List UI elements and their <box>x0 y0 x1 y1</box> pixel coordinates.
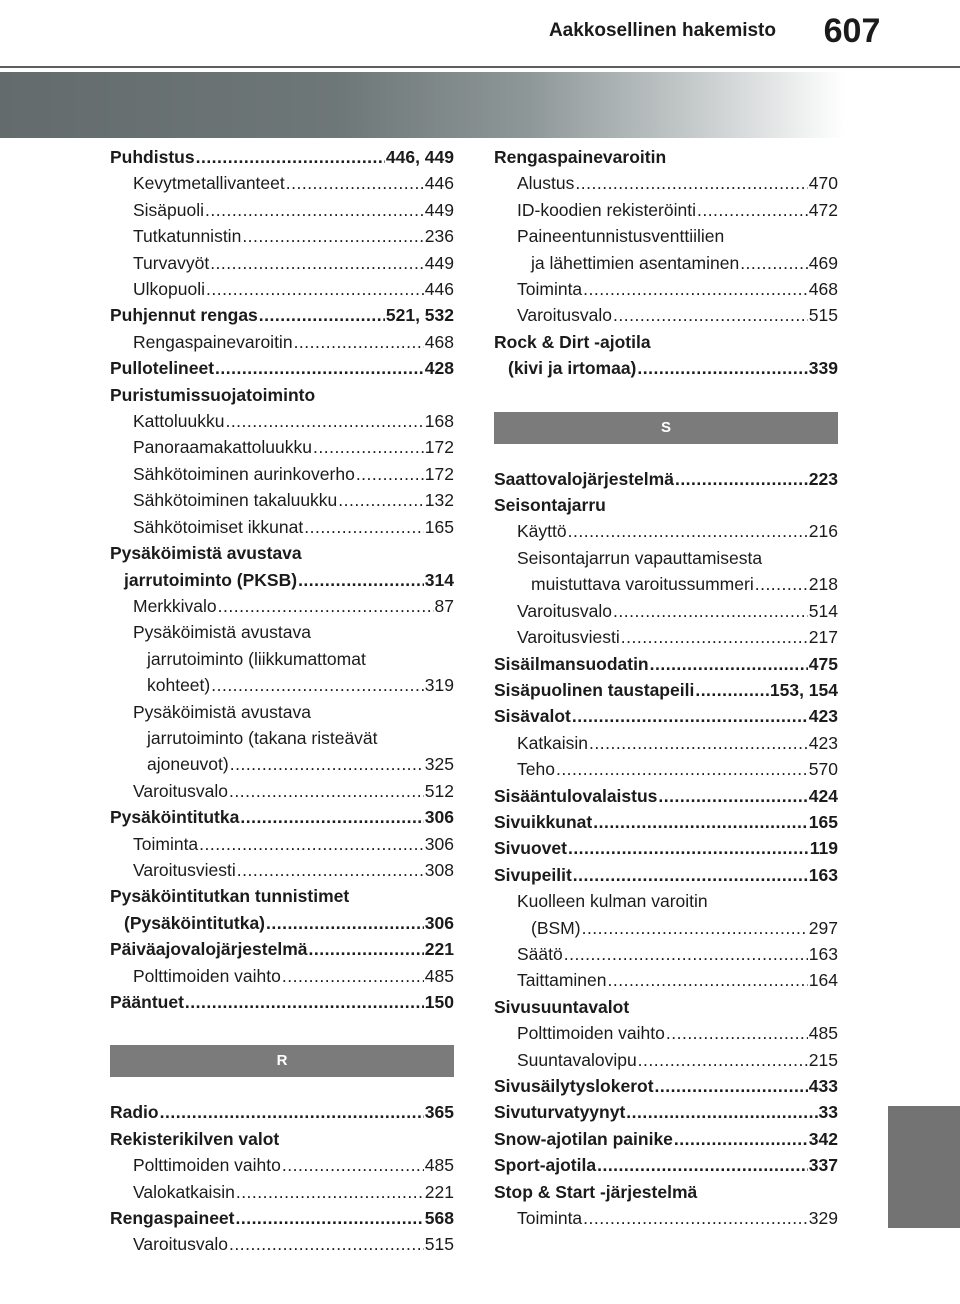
index-entry <box>110 1179 454 1205</box>
index-entry-page[interactable]: 468 <box>808 279 838 300</box>
dot-leader <box>199 831 424 857</box>
index-entry-label: Polttimoiden vaihto <box>517 1023 665 1044</box>
index-entry <box>110 197 454 223</box>
index-entry-label: Kuolleen kulman varoitin <box>517 891 708 912</box>
dot-leader <box>613 598 808 624</box>
index-entry-label: muistuttava varoitussummeri <box>531 574 754 595</box>
index-entry-label: Teho <box>517 759 555 780</box>
index-entry <box>494 170 838 196</box>
page-header <box>0 0 960 66</box>
index-entry <box>110 408 454 434</box>
dot-leader <box>650 651 808 677</box>
index-entry <box>494 197 838 223</box>
index-entry-page[interactable]: 236 <box>424 226 454 247</box>
index-entry <box>110 593 454 619</box>
index-entry-page[interactable]: 172 <box>424 463 454 484</box>
index-entry-label: Ulkopuoli <box>133 279 205 300</box>
index-entry-page[interactable]: 221 <box>424 939 454 960</box>
index-entry-label: Sisäilmansuodatin <box>494 653 649 674</box>
index-entry-label: Alustus <box>517 173 575 194</box>
index-entry-label: Sisäpuolinen taustapeili <box>494 679 695 700</box>
index-entry-label: Rengaspainevaroitin <box>133 331 293 352</box>
index-entry-label: Puhdistus <box>110 147 195 167</box>
index-entry <box>110 963 454 989</box>
index-entry-label: Merkkivalo <box>133 595 217 616</box>
index-entry <box>494 1152 838 1178</box>
dot-leader <box>282 1152 424 1178</box>
index-entry-label: Varoitusvalo <box>517 305 613 326</box>
index-entry-page[interactable]: 515 <box>424 1234 454 1255</box>
index-entry-page[interactable]: 216 <box>808 521 838 542</box>
dot-leader <box>583 1205 808 1231</box>
index-entry-page[interactable]: 514 <box>808 600 838 621</box>
index-entry <box>494 1020 838 1046</box>
index-entry-label: Sisävalot <box>494 706 571 727</box>
index-entry <box>110 223 454 249</box>
dot-leader <box>589 730 808 756</box>
index-entry-page[interactable]: 485 <box>808 1023 838 1044</box>
index-entry <box>494 329 838 355</box>
index-entry <box>110 619 454 645</box>
index-entry-label: Varoitusvalo <box>517 600 613 621</box>
dot-leader <box>626 1099 817 1125</box>
index-entry-page[interactable]: 297 <box>808 917 838 938</box>
index-entry-label: Suuntavalovipu <box>517 1049 637 1070</box>
index-entry-page[interactable]: 164 <box>808 970 838 991</box>
index-entry-page[interactable]: 512 <box>424 780 454 801</box>
index-entry-label: kohteet) <box>147 675 211 696</box>
index-entry-label: jarrutoiminto (PKSB) <box>124 569 298 590</box>
dot-leader <box>568 835 809 861</box>
index-entry <box>110 910 454 936</box>
index-entry <box>494 223 838 249</box>
index-entry-page[interactable]: 314 <box>424 569 454 590</box>
index-entry-label: Seisontajarru <box>494 495 606 516</box>
dot-leader <box>304 514 424 540</box>
dot-leader <box>573 862 808 888</box>
dot-leader <box>597 1152 808 1178</box>
index-entry-label: Sähkötoiminen takaluukku <box>133 490 338 511</box>
index-entry-page[interactable]: 449 <box>424 252 454 273</box>
index-entry-page[interactable]: 33 <box>818 1102 838 1123</box>
dot-leader <box>655 1073 808 1099</box>
dot-leader <box>259 302 385 328</box>
index-entry-page[interactable]: 446, 449 <box>385 147 454 167</box>
index-entry-page[interactable]: 470 <box>808 173 838 194</box>
index-entry <box>494 492 838 518</box>
index-entry-label: Turvavyöt <box>133 252 210 273</box>
index-entry <box>494 466 838 492</box>
index-entry-page[interactable]: 306 <box>424 807 454 828</box>
index-entry-label: Katkaisin <box>517 732 589 753</box>
index-entry-page[interactable]: 446 <box>424 279 454 300</box>
index-entry-label: Panoraamakattoluukku <box>133 437 312 458</box>
dot-leader <box>237 857 424 883</box>
dot-leader <box>356 461 424 487</box>
index-entry-page[interactable]: 215 <box>808 1049 838 1070</box>
dot-leader <box>242 223 423 249</box>
index-entry-label: Kevytmetallivanteet <box>133 173 285 194</box>
index-column-right <box>494 144 838 1231</box>
index-entry <box>494 994 838 1020</box>
index-entry-page[interactable]: 468 <box>424 331 454 352</box>
index-entry-page[interactable]: 423 <box>808 732 838 753</box>
index-entry <box>494 809 838 835</box>
dot-leader <box>266 910 424 936</box>
index-entry <box>110 250 454 276</box>
index-entry-page[interactable]: 87 <box>434 595 454 616</box>
index-entry-page[interactable]: 165 <box>424 516 454 537</box>
index-entry-page[interactable]: 428 <box>424 358 454 379</box>
index-entry <box>494 1205 838 1231</box>
index-entry <box>494 1126 838 1152</box>
dot-leader <box>206 276 424 302</box>
index-entry <box>494 1099 838 1125</box>
dot-leader <box>338 487 424 513</box>
index-entry <box>110 276 454 302</box>
index-entry <box>494 302 838 328</box>
index-entry <box>110 302 454 328</box>
index-entry-label: (BSM) <box>531 917 581 938</box>
dot-leader <box>674 1126 808 1152</box>
index-entry-label: Pysäköimistä avustava <box>110 543 302 564</box>
index-entry-label: Sähkötoiminen aurinkoverho <box>133 463 355 484</box>
index-entry-page[interactable]: 221 <box>424 1181 454 1202</box>
index-entry-label: Sähkötoimiset ikkunat <box>133 516 304 537</box>
index-entry-label: Polttimoiden vaihto <box>133 965 281 986</box>
index-entry <box>494 888 838 914</box>
index-entry <box>110 725 454 751</box>
dot-leader <box>608 967 808 993</box>
dot-leader <box>564 941 808 967</box>
index-entry-page[interactable]: 223 <box>808 468 838 489</box>
dot-leader <box>556 756 808 782</box>
index-entry-page[interactable]: 172 <box>424 437 454 458</box>
index-entry-page[interactable]: 365 <box>424 1102 454 1123</box>
dot-leader <box>575 170 807 196</box>
index-entry-label: Sisääntulovalaistus <box>494 785 658 806</box>
index-entry-label: ajoneuvot) <box>147 754 229 775</box>
index-entry-label: Seisontajarrun vapauttamisesta <box>517 547 763 568</box>
index-entry-label: ID-koodien rekisteröinti <box>517 199 696 220</box>
dot-leader <box>308 936 423 962</box>
index-entry-label: Sisäpuoli <box>133 199 205 220</box>
index-entry <box>494 783 838 809</box>
index-entry <box>110 672 454 698</box>
index-entry-page[interactable]: 449 <box>424 199 454 220</box>
index-entry-label: Pysäköimistä avustava <box>133 701 311 722</box>
index-entry-page[interactable]: 475 <box>808 653 838 674</box>
index-entry <box>494 835 838 861</box>
index-entry-page[interactable]: 485 <box>424 965 454 986</box>
index-entry-page[interactable]: 218 <box>808 574 838 595</box>
index-entry <box>110 883 454 909</box>
index-entry-label: Varoitusvalo <box>133 1234 229 1255</box>
index-entry-label: Rengaspainevaroitin <box>494 147 667 167</box>
index-entry <box>494 144 838 170</box>
index-entry-label: Saattovalojärjestelmä <box>494 468 674 489</box>
index-entry-page[interactable]: 163 <box>808 943 838 964</box>
index-entry <box>110 170 454 196</box>
index-entry-page[interactable]: 329 <box>808 1208 838 1229</box>
index-entry-label: Sivuovet <box>494 838 567 859</box>
index-entry-label: jarrutoiminto (liikkumattomat <box>147 648 366 669</box>
index-entry-label: Sport-ajotila <box>494 1155 597 1176</box>
index-entry <box>110 144 454 170</box>
index-entry <box>110 540 454 566</box>
index-entry-label: Valokatkaisin <box>133 1181 235 1202</box>
dot-leader <box>286 170 424 196</box>
dot-leader <box>755 571 808 597</box>
index-entry-label: Puhjennut rengas <box>110 305 258 326</box>
index-entry-label: Sivupeilit <box>494 864 572 885</box>
index-entry-page[interactable]: 168 <box>424 411 454 432</box>
dot-leader <box>240 804 423 830</box>
dot-leader <box>593 809 808 835</box>
index-entry <box>110 434 454 460</box>
dot-leader <box>294 329 424 355</box>
index-entry-label: Toiminta <box>517 279 583 300</box>
index-entry-page[interactable]: 485 <box>424 1155 454 1176</box>
index-entry <box>110 487 454 513</box>
index-entry-label: Varoitusvalo <box>133 780 229 801</box>
index-entry-page[interactable]: 570 <box>808 759 838 780</box>
index-entry-label: Käyttö <box>517 521 567 542</box>
dot-leader <box>582 915 808 941</box>
index-entry <box>110 646 454 672</box>
index-entry <box>110 936 454 962</box>
index-entry-page[interactable]: 153, 154 <box>769 679 838 700</box>
dot-leader <box>229 778 424 804</box>
dot-leader <box>211 672 424 698</box>
dot-leader <box>218 593 434 619</box>
index-entry-label: Polttimoiden vaihto <box>133 1155 281 1176</box>
index-entry-label: Toiminta <box>517 1208 583 1229</box>
index-entry-label: Snow-ajotilan painike <box>494 1128 673 1149</box>
index-entry-label: Sivuturvatyynyt <box>494 1102 626 1123</box>
index-entry-label: Rock & Dirt -ajotila <box>494 331 651 352</box>
index-entry <box>110 989 454 1015</box>
index-entry-label: Sivusäilytyslokerot <box>494 1076 654 1096</box>
index-entry <box>494 756 838 782</box>
dot-leader <box>229 1231 424 1257</box>
index-entry <box>494 545 838 571</box>
index-entry <box>494 915 838 941</box>
index-entry-page[interactable]: 119 <box>809 838 838 859</box>
index-entry <box>110 1126 454 1152</box>
index-column-left <box>110 144 454 1258</box>
dot-leader <box>637 355 807 381</box>
header-title: Aakkosellinen hakemisto <box>548 20 776 41</box>
dot-leader <box>235 1205 423 1231</box>
dot-leader <box>666 1020 808 1046</box>
index-entry <box>110 857 454 883</box>
index-entry-page[interactable]: 521, 532 <box>385 305 454 326</box>
index-entry <box>494 677 838 703</box>
index-entry-page[interactable]: 515 <box>808 305 838 326</box>
dot-leader <box>621 624 808 650</box>
dot-leader <box>282 963 424 989</box>
index-entry-page[interactable]: 446 <box>424 173 454 194</box>
index-entry-page[interactable]: 319 <box>424 675 454 696</box>
index-entry-label: Radio <box>110 1102 159 1123</box>
index-entry-page[interactable]: 472 <box>808 199 838 220</box>
dot-leader <box>160 1099 424 1125</box>
dot-leader <box>695 677 769 703</box>
dot-leader <box>583 276 808 302</box>
dot-leader <box>215 355 424 381</box>
index-entry-page[interactable]: 150 <box>424 992 454 1012</box>
index-entry-label: jarrutoiminto (takana risteävät <box>147 727 378 748</box>
index-entry-page[interactable]: 339 <box>808 358 838 379</box>
index-entry-page[interactable]: 342 <box>808 1128 838 1149</box>
index-entry <box>110 699 454 725</box>
index-entry <box>494 276 838 302</box>
index-entry-label: Rekisterikilven valot <box>110 1128 280 1149</box>
index-entry-page[interactable]: 469 <box>808 252 838 273</box>
index-entry <box>494 355 838 381</box>
dot-leader <box>298 567 424 593</box>
index-entry <box>494 651 838 677</box>
index-entry <box>110 1099 454 1125</box>
index-entry-label: Puristumissuojatoiminto <box>110 384 316 405</box>
page-number: 607 <box>823 12 881 50</box>
header-divider <box>0 66 960 68</box>
index-entry <box>110 329 454 355</box>
index-entry-page[interactable]: 308 <box>424 859 454 880</box>
index-entry-label: Taittaminen <box>517 970 607 991</box>
index-entry-label: Kattoluukku <box>133 411 225 432</box>
index-entry <box>494 1073 838 1099</box>
index-entry <box>494 941 838 967</box>
index-entry-page[interactable]: 325 <box>424 754 454 775</box>
index-entry-label: Pysäköintitutka <box>110 807 240 828</box>
index-entry <box>110 461 454 487</box>
index-entry-label: Sivuikkunat <box>494 811 593 832</box>
index-entry <box>110 567 454 593</box>
dot-leader <box>697 197 808 223</box>
dot-leader <box>230 751 424 777</box>
index-entry <box>494 598 838 624</box>
dot-leader <box>675 466 808 492</box>
dot-leader <box>210 250 424 276</box>
dot-leader <box>568 518 808 544</box>
index-entry-label: Pysäköimistä avustava <box>133 622 311 643</box>
dot-leader <box>638 1047 808 1073</box>
dot-leader <box>613 302 808 328</box>
index-entry-label: Stop & Start -järjestelmä <box>494 1181 698 1202</box>
index-entry-page[interactable]: 217 <box>808 627 838 648</box>
index-entry-page[interactable]: 306 <box>424 833 454 854</box>
dot-leader <box>236 1179 424 1205</box>
index-entry <box>494 730 838 756</box>
index-entry <box>110 831 454 857</box>
index-entry <box>110 514 454 540</box>
index-entry-label: (Pysäköintitutka) <box>124 912 265 933</box>
index-entry <box>494 862 838 888</box>
index-entry <box>110 778 454 804</box>
index-entry-label: Varoitusviesti <box>133 859 236 880</box>
index-entry-label: Pysäköintitutkan tunnistimet <box>110 886 350 907</box>
index-entry-label: Sivusuuntavalot <box>494 996 630 1017</box>
index-entry <box>494 250 838 276</box>
dot-leader <box>658 783 807 809</box>
dot-leader <box>196 144 385 170</box>
index-entry-label: Toiminta <box>133 833 199 854</box>
section-header-r: R <box>110 1045 454 1077</box>
index-entry-page[interactable]: 423 <box>808 706 838 727</box>
index-entry-label: Päiväajovalojärjestelmä <box>110 939 308 960</box>
index-entry-page[interactable]: 165 <box>808 811 838 832</box>
dot-leader <box>313 434 424 460</box>
index-entry <box>494 518 838 544</box>
index-entry <box>110 382 454 408</box>
index-entry-page[interactable]: 163 <box>808 864 838 885</box>
index-entry-page[interactable]: 337 <box>808 1155 838 1176</box>
index-entry-label: Varoitusviesti <box>517 627 620 648</box>
dot-leader <box>572 703 808 729</box>
section-header-s: S <box>494 412 838 444</box>
index-entry <box>110 1152 454 1178</box>
dot-leader <box>740 250 808 276</box>
index-entry <box>110 804 454 830</box>
index-entry <box>494 1179 838 1205</box>
dot-leader <box>205 197 424 223</box>
index-entry-page[interactable]: 424 <box>808 785 838 806</box>
index-entry-label: Pääntuet <box>110 992 184 1012</box>
section-thumb-tab <box>888 1106 960 1228</box>
index-entry-page[interactable]: 568 <box>424 1208 454 1229</box>
index-entry-page[interactable]: 306 <box>424 912 454 933</box>
index-entry-label: Rengaspaineet <box>110 1208 235 1229</box>
index-entry-label: Säätö <box>517 943 563 964</box>
dot-leader <box>185 989 424 1015</box>
index-entry-label: (kivi ja irtomaa) <box>508 358 637 379</box>
index-entry <box>110 355 454 381</box>
header-banner <box>0 72 960 138</box>
index-entry <box>494 624 838 650</box>
index-entry <box>110 1205 454 1231</box>
index-entry <box>110 751 454 777</box>
index-entry <box>494 571 838 597</box>
index-entry-label: ja lähettimien asentaminen <box>531 252 740 273</box>
index-entry-label: Paineentunnistusventtiilien <box>517 226 725 247</box>
index-entry <box>494 703 838 729</box>
index-entry <box>494 967 838 993</box>
index-entry-page[interactable]: 132 <box>424 490 454 511</box>
index-entry-label: Pullotelineet <box>110 358 215 379</box>
index-entry-page[interactable]: 433 <box>808 1076 838 1096</box>
index-entry-label: Tutkatunnistin <box>133 226 242 247</box>
index-entry <box>110 1231 454 1257</box>
dot-leader <box>225 408 423 434</box>
index-entry <box>494 1047 838 1073</box>
